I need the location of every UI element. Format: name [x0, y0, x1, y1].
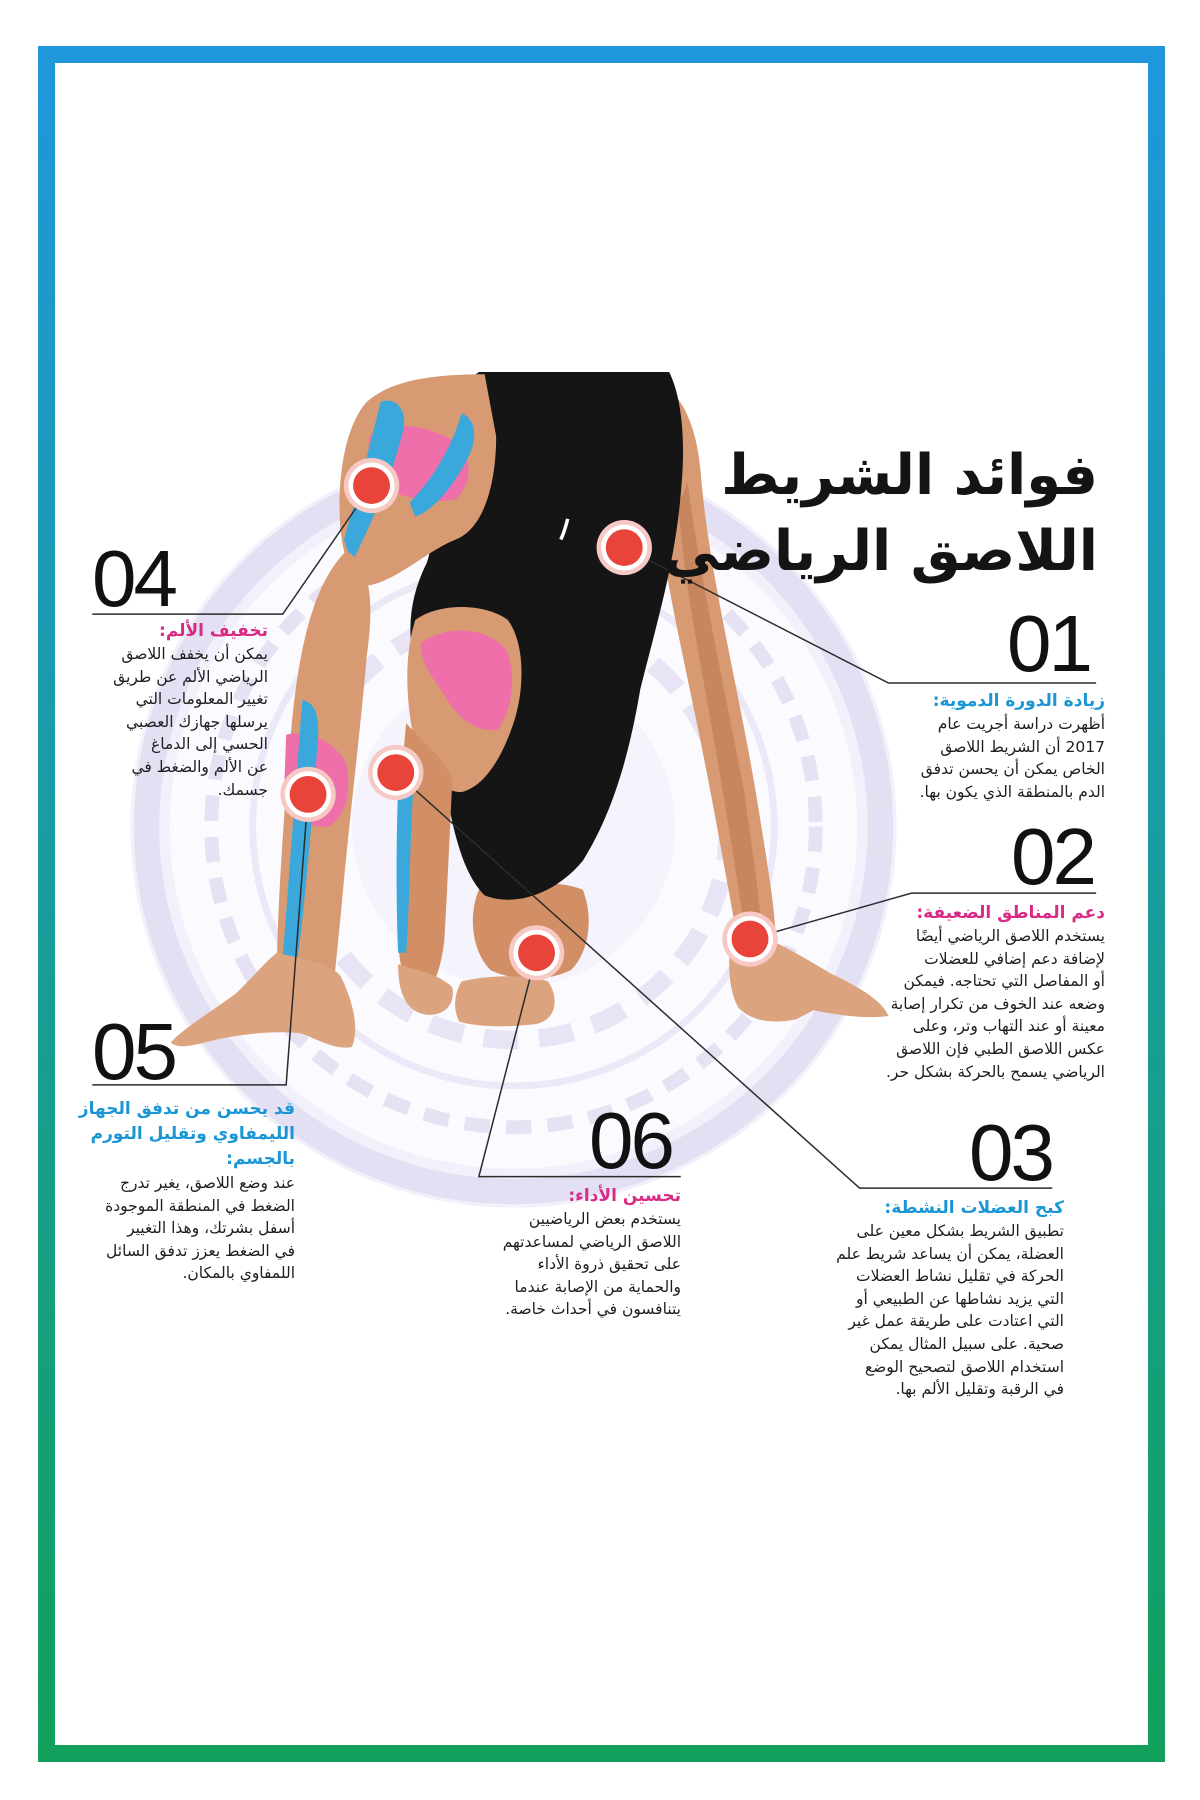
marker-01 — [597, 520, 652, 575]
body-line: الحسي إلى الدماغ — [150, 735, 268, 754]
body-line: تطبيق الشريط بشكل معين على — [856, 1222, 1064, 1240]
point-block-03 — [836, 1197, 1064, 1401]
body-line: يتنافسون في أحداث خاصة. — [505, 1300, 681, 1319]
point-heading — [836, 1197, 1064, 1220]
point-heading — [886, 902, 1105, 925]
point-body — [920, 713, 1105, 803]
body-line: على تحقيق ذروة الأداء — [537, 1255, 681, 1274]
marker-05 — [280, 767, 335, 822]
point-block-05 — [79, 1097, 295, 1285]
point-block-06 — [503, 1185, 681, 1321]
heading-line: الليمفاوي وتقليل التورم — [90, 1124, 295, 1144]
body-line: يستخدم بعض الرياضيين — [528, 1210, 681, 1228]
heading-line: تخفيف الألم: — [159, 621, 268, 641]
heading-line: بالجسم: — [226, 1149, 295, 1169]
marker-06 — [509, 925, 564, 980]
point-heading — [79, 1097, 295, 1172]
body-line: يرسلها جهازك العصبي — [126, 712, 268, 731]
point-body — [79, 1172, 295, 1285]
body-line: عن الألم والضغط في — [131, 757, 268, 776]
point-number-03: 03 — [969, 1108, 1052, 1197]
body-line: العضلة، يمكن أن يساعد شريط علم — [836, 1244, 1064, 1263]
body-line: يستخدم اللاصق الرياضي أيضًا — [915, 927, 1105, 945]
body-line: في الضغط يعزز تدفق السائل — [106, 1241, 295, 1260]
point-number-02: 02 — [1011, 812, 1094, 901]
body-line: استخدام اللاصق لتصحيح الوضع — [864, 1357, 1064, 1376]
body-line: الضغط في المنطقة الموجودة — [105, 1196, 295, 1215]
body-line: جسمك. — [217, 780, 268, 799]
point-heading — [113, 620, 268, 643]
body-line: وضعه عند الخوف من تكرار إصابة — [890, 994, 1105, 1013]
point-body — [886, 925, 1105, 1083]
body-line: تغيير المعلومات التي — [135, 690, 268, 709]
point-body — [503, 1208, 681, 1321]
body-line: 2017 أن الشريط اللاصق — [940, 737, 1105, 756]
body-line: الخاص يمكن أن يحسن تدفق — [920, 760, 1105, 779]
heading-line: دعم المناطق الضعيفة: — [916, 903, 1105, 923]
body-line: صحية. على سبيل المثال يمكن — [869, 1334, 1064, 1353]
point-body — [113, 643, 268, 801]
point-body — [836, 1220, 1064, 1401]
body-line: الحركة في تقليل نشاط العضلات — [855, 1267, 1064, 1286]
body-line: عكس اللاصق الطبي فإن اللاصق — [896, 1039, 1105, 1058]
body-line: يمكن أن يخفف اللاصق — [121, 645, 268, 663]
heading-line: زيادة الدورة الدموية: — [932, 691, 1105, 711]
marker-04 — [344, 458, 399, 513]
marker-02 — [722, 911, 777, 966]
body-line: معينة أو عند التهاب وتر، وعلى — [912, 1017, 1105, 1036]
point-block-01 — [920, 690, 1105, 803]
point-heading — [503, 1185, 681, 1208]
point-heading — [920, 690, 1105, 713]
heading-line: كبح العضلات النشطة: — [884, 1198, 1064, 1218]
body-line: أظهرت دراسة أجريت عام — [937, 715, 1105, 733]
title-line-2: اللاصق الرياضي — [663, 519, 1098, 584]
body-line: أسفل بشرتك، وهذا التغيير — [127, 1219, 295, 1238]
rear-foot — [455, 976, 555, 1026]
body-line: التي يزيد نشاطها عن الطبيعي أو — [856, 1289, 1064, 1308]
point-number-05: 05 — [92, 1007, 175, 1096]
heading-line: تحسين الأداء: — [568, 1186, 681, 1206]
body-line: اللمفاوي بالمكان. — [182, 1264, 295, 1283]
point-block-02 — [886, 902, 1105, 1083]
body-line: الرياضي يسمح بالحركة بشكل حر. — [885, 1062, 1105, 1081]
body-line: أو المفاصل التي تحتاجه. فيمكن — [903, 972, 1105, 991]
title-line-1: فوائد الشريط — [721, 443, 1098, 508]
heading-line: قد يحسن من تدفق الجهاز — [78, 1099, 295, 1119]
body-line: التي اعتادت على طريقة عمل غير — [848, 1312, 1064, 1331]
body-line: الدم بالمنطقة الذي يكون بها. — [919, 782, 1105, 801]
body-line: والحماية من الإصابة عندما — [514, 1277, 681, 1296]
body-line: عند وضع اللاصق، يغير تدرج — [120, 1174, 295, 1192]
point-block-04 — [113, 620, 268, 801]
marker-03 — [368, 745, 423, 800]
point-number-04: 04 — [92, 534, 175, 623]
point-number-06: 06 — [589, 1096, 672, 1185]
body-line: لإضافة دعم إضافي للعضلات — [924, 949, 1105, 968]
body-line: اللاصق الرياضي لمساعدتهم — [502, 1232, 681, 1251]
point-number-01: 01 — [1007, 599, 1090, 688]
page-title — [663, 438, 1098, 590]
body-line: الرياضي الألم عن طريق — [113, 667, 268, 686]
body-line: في الرقبة وتقليل الألم بها. — [895, 1380, 1064, 1399]
